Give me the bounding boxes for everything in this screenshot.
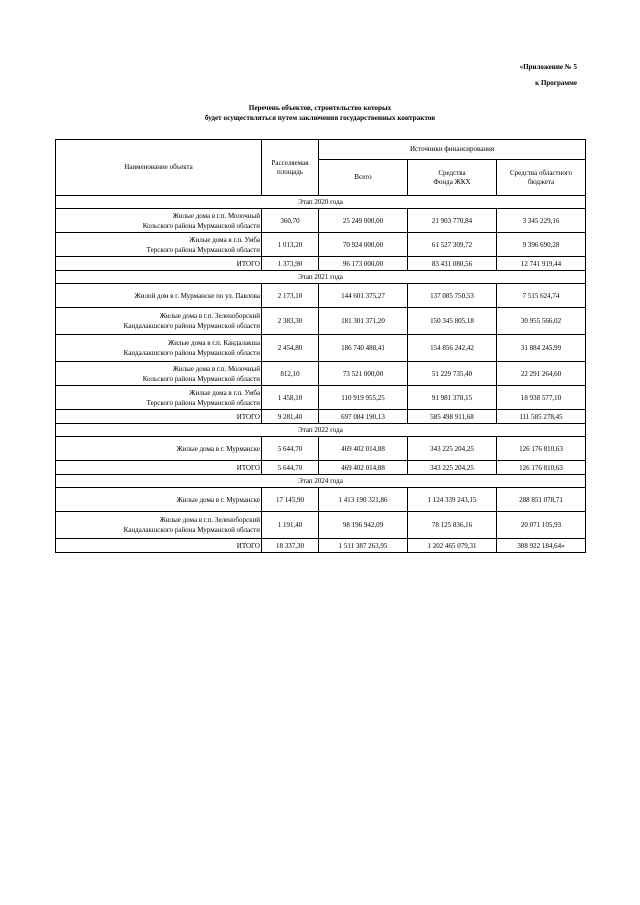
object-name (56, 335, 262, 362)
object-regional: 22 291 264,60 (497, 362, 586, 386)
object-total: 25 249 000,00 (319, 209, 408, 233)
appendix-number: «Приложение № 5 (519, 63, 577, 71)
object-name (56, 386, 262, 410)
object-name (56, 437, 262, 461)
total-fund: 1 202 465 079,31 (408, 539, 497, 553)
stage-total-row (56, 461, 586, 475)
total-sum: 697 084 190,13 (319, 410, 408, 424)
table-row (56, 284, 586, 308)
object-name-line-1: Жилые дома в г.п. Молочный (172, 211, 260, 220)
object-name (56, 209, 262, 233)
object-fund: 61 527 309,72 (408, 233, 497, 257)
total-sum: 1 511 387 263,95 (319, 539, 408, 553)
table-body (56, 196, 586, 553)
object-name-line-2: Кандалакшского района Мурманской области (123, 526, 260, 534)
total-fund: 585 498 911,68 (408, 410, 497, 424)
object-regional: 20 071 105,93 (497, 512, 586, 539)
stage-title: Этап 2022 года (56, 424, 586, 437)
total-area: 18 337,30 (262, 539, 319, 553)
object-fund: 150 345 805,18 (408, 308, 497, 335)
object-name-line-2: Кандалакшского района Мурманской области (123, 349, 260, 357)
object-name-line-1: Жилые дома в г.п. Умба (189, 235, 260, 244)
stage-total-row (56, 410, 586, 424)
object-name (56, 233, 262, 257)
object-area: 1 458,10 (262, 386, 319, 410)
object-regional: 30 955 566,02 (497, 308, 586, 335)
object-total: 98 196 942,09 (319, 512, 408, 539)
object-total: 1 413 190 321,86 (319, 488, 408, 512)
table-row (56, 233, 586, 257)
object-total: 144 601 375,27 (319, 284, 408, 308)
stage-header-row (56, 271, 586, 284)
object-area: 2 173,10 (262, 284, 319, 308)
title-line-2: будет осуществляться путем заключения государственных контрактов (204, 114, 436, 122)
object-area: 5 644,70 (262, 437, 319, 461)
object-regional: 3 345 229,16 (497, 209, 586, 233)
table-row (56, 488, 586, 512)
stage-title: Этап 2021 года (56, 271, 586, 284)
object-regional: 126 176 810,63 (497, 437, 586, 461)
total-label: ИТОГО (56, 461, 262, 475)
stage-header-row (56, 196, 586, 209)
total-label: ИТОГО (56, 257, 262, 271)
total-label: ИТОГО (56, 539, 262, 553)
object-total: 469 402 014,88 (319, 437, 408, 461)
stage-header-row (56, 475, 586, 488)
table-row (56, 512, 586, 539)
object-name-line-1: Жилые дома в г.п. Зеленоборский (159, 516, 260, 524)
objects-table (55, 139, 586, 553)
object-regional: 18 938 577,10 (497, 386, 586, 410)
appendix-program-ref: к Программе (535, 79, 577, 87)
header-regional-line-1: Средства областного (509, 168, 573, 177)
header-total: Всего (319, 160, 408, 196)
object-name-line-1: Жилые дома в г.п. Кандалакша (167, 339, 260, 347)
stage-total-row (56, 257, 586, 271)
object-name-line-2: Терского района Мурманской области (146, 398, 260, 407)
total-regional: 308 922 184,64» (497, 539, 586, 553)
object-name-line-2: Кандалакшского района Мурманской области (123, 322, 260, 330)
total-regional: 111 585 278,45 (497, 410, 586, 424)
header-area-line-2: площадь (277, 167, 303, 176)
stage-title: Этап 2024 года (56, 475, 586, 488)
header-fund-line-2: Фонда ЖКХ (433, 177, 471, 186)
stage-header-row (56, 424, 586, 437)
header-name: Наименование объекта (56, 140, 262, 196)
object-name-line-1: Жилые дома в г. Мурманске (176, 495, 260, 504)
object-total: 181 301 371,20 (319, 308, 408, 335)
object-total: 73 521 000,00 (319, 362, 408, 386)
object-name-line-1: Жилые дома в г. Мурманске (176, 444, 260, 453)
title-line-1: Перечень объектов, строительство которых (248, 104, 392, 112)
header-fund-line-1: Средства (438, 168, 466, 177)
object-name-line-1: Жилой дом в г. Мурманске по ул. Павлова (134, 291, 260, 300)
object-regional: 288 851 078,71 (497, 488, 586, 512)
object-total: 70 924 000,00 (319, 233, 408, 257)
object-regional: 9 396 690,28 (497, 233, 586, 257)
object-area: 1 191,40 (262, 512, 319, 539)
header-regional-line-2: бюджета (527, 177, 555, 186)
object-fund: 137 085 750,53 (408, 284, 497, 308)
object-name-line-2: Терского района Мурманской области (146, 245, 260, 254)
object-fund: 51 229 735,40 (408, 362, 497, 386)
total-area: 9 281,40 (262, 410, 319, 424)
object-area: 2 383,30 (262, 308, 319, 335)
total-label: ИТОГО (56, 410, 262, 424)
header-sources: Источники финансирования (319, 140, 586, 160)
object-name (56, 512, 262, 539)
table-row (56, 335, 586, 362)
table-row (56, 386, 586, 410)
object-name-line-1: Жилые дома в г.п. Молочный (172, 364, 260, 373)
total-fund: 83 431 080,56 (408, 257, 497, 271)
object-fund: 154 856 242,42 (408, 335, 497, 362)
object-name-line-1: Жилые дома в г.п. Умба (189, 388, 260, 397)
object-total: 110 919 955,25 (319, 386, 408, 410)
table-row (56, 437, 586, 461)
total-area: 1 373,90 (262, 257, 319, 271)
object-fund: 343 225 204,25 (408, 437, 497, 461)
object-name (56, 362, 262, 386)
object-name (56, 488, 262, 512)
object-area: 360,70 (262, 209, 319, 233)
table-row (56, 209, 586, 233)
total-fund: 343 225 204,25 (408, 461, 497, 475)
object-name-line-2: Кольского района Мурманской области (142, 221, 260, 230)
object-name (56, 284, 262, 308)
total-area: 5 644,70 (262, 461, 319, 475)
object-name (56, 308, 262, 335)
object-name-line-1: Жилые дома в г.п. Зеленоборский (159, 312, 260, 320)
total-sum: 96 173 000,00 (319, 257, 408, 271)
header-area (262, 140, 319, 196)
object-name-line-2: Кольского района Мурманской области (142, 374, 260, 383)
object-regional: 7 515 624,74 (497, 284, 586, 308)
header-area-line-1: Расселяемая (271, 158, 309, 167)
object-fund: 78 125 836,16 (408, 512, 497, 539)
total-regional: 12 741 919,44 (497, 257, 586, 271)
table-row (56, 308, 586, 335)
stage-title: Этап 2020 года (56, 196, 586, 209)
document-title (55, 103, 585, 123)
header-regional (497, 160, 586, 196)
object-area: 2 454,80 (262, 335, 319, 362)
total-sum: 469 402 014,88 (319, 461, 408, 475)
header-fund (408, 160, 497, 196)
object-fund: 91 981 378,15 (408, 386, 497, 410)
object-regional: 31 884 245,99 (497, 335, 586, 362)
object-fund: 21 903 770,84 (408, 209, 497, 233)
object-area: 17 145,90 (262, 488, 319, 512)
object-fund: 1 124 339 243,15 (408, 488, 497, 512)
table-row (56, 362, 586, 386)
total-regional: 126 176 810,63 (497, 461, 586, 475)
object-area: 812,10 (262, 362, 319, 386)
stage-total-row (56, 539, 586, 553)
object-area: 1 013,20 (262, 233, 319, 257)
object-total: 186 740 488,41 (319, 335, 408, 362)
